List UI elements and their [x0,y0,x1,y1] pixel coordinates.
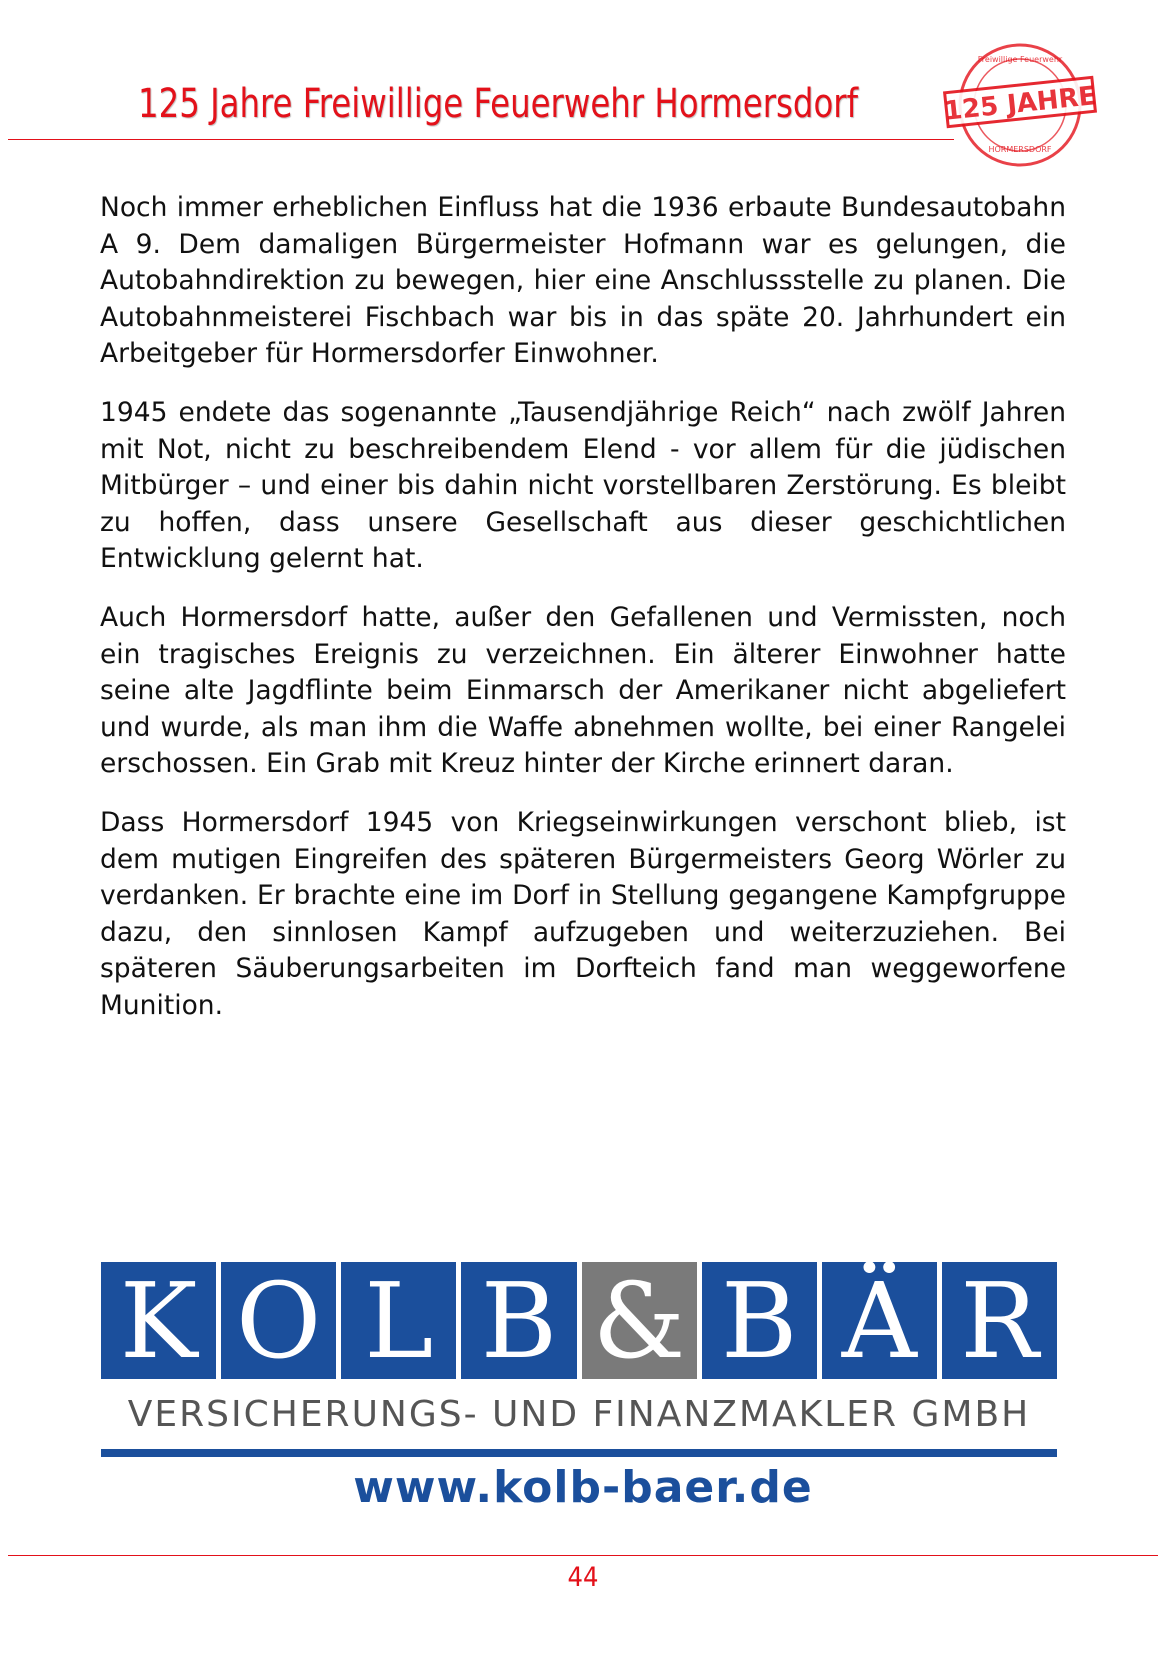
ad-letter-box: K [101,1262,221,1379]
ad-letter-box: R [942,1262,1057,1379]
footer-divider [8,1555,1158,1556]
ad-letter-box: B [461,1262,581,1379]
ad-ampersand-box: & [582,1262,702,1379]
page-header-title: 125 Jahre Freiwillige Feuerwehr Hormersdorf [138,81,858,127]
anniversary-stamp-logo [940,40,1100,170]
header-divider [8,139,954,140]
ad-letter-box: Ä [822,1262,942,1379]
stamp-main-text: 125 JAHRE [942,81,1098,127]
ad-letter-box: B [702,1262,822,1379]
ad-website-link[interactable]: www.kolb-baer.de [353,1462,813,1513]
paragraph-autobahn: Noch immer erheblichen Einfluss hat die 1936 erbaute Bundesautobahn A 9. Dem damaligen Bürgermeister Hofmann war es gelungen, die Autobahndirektion zu bewegen, hier eine Anschlussstelle zu planen. Die Autobahnmeisterei Fischbach war bis in das späte 20. Jahrhundert ein Arbeitgeber für Hormersdorfer Einwohner. [100,192,1066,370]
page-number: 44 [567,1562,599,1593]
ad-letter-box: O [221,1262,341,1379]
ad-subtitle: VERSICHERUNGS- UND FINANZMAKLER GMBH [127,1393,1031,1435]
ad-letter-box: L [341,1262,461,1379]
paragraph-woerler: Dass Hormersdorf 1945 von Kriegseinwirkungen verschont blieb, ist dem mutigen Eingreifen des späteren Bürgermeisters Georg Wörler zu verdanken. Er brachte eine im Dorf in Stellung gegangene Kampfgruppe dazu, den sinnlosen Kampf aufzugeben und weiterzuziehen. Bei späteren Säuberungsarbeiten im Dorfteich fand man weggeworfene Munition. [100,806,1066,1021]
stamp-ring-top: Freiwillige Feuerwehr [977,55,1063,64]
ad-logo-letters [101,1259,1057,1382]
article-body [100,190,1066,1046]
kolb-baer-advertisement [101,1259,1057,1449]
paragraph-tragic-event: Auch Hormersdorf hatte, außer den Gefallenen und Vermissten, noch ein tragisches Ereignis zu verzeichnen. Ein älterer Einwohner hatte seine alte Jagdflinte beim Einmarsch der Amerikaner nicht abgeliefert und wurde, als man ihm die Waffe abnehmen wollte, bei einer Rangelei erschossen. Ein Grab mit Kreuz hinter der Kirche erinnert daran. [100,601,1066,780]
paragraph-1945: 1945 endete das sogenannte „Tausendjährige Reich“ nach zwölf Jahren mit Not, nicht zu beschreibendem Elend - vor allem für die jüdischen Mitbürger – und einer bis dahin nicht vorstellbaren Zerstörung. Es bleibt zu hoffen, dass unsere Gesellschaft aus dieser geschichtlichen Entwicklung gelernt hat. [100,396,1066,575]
stamp-ring-bottom: HORMERSDORF [988,145,1052,154]
ad-divider [101,1449,1057,1457]
